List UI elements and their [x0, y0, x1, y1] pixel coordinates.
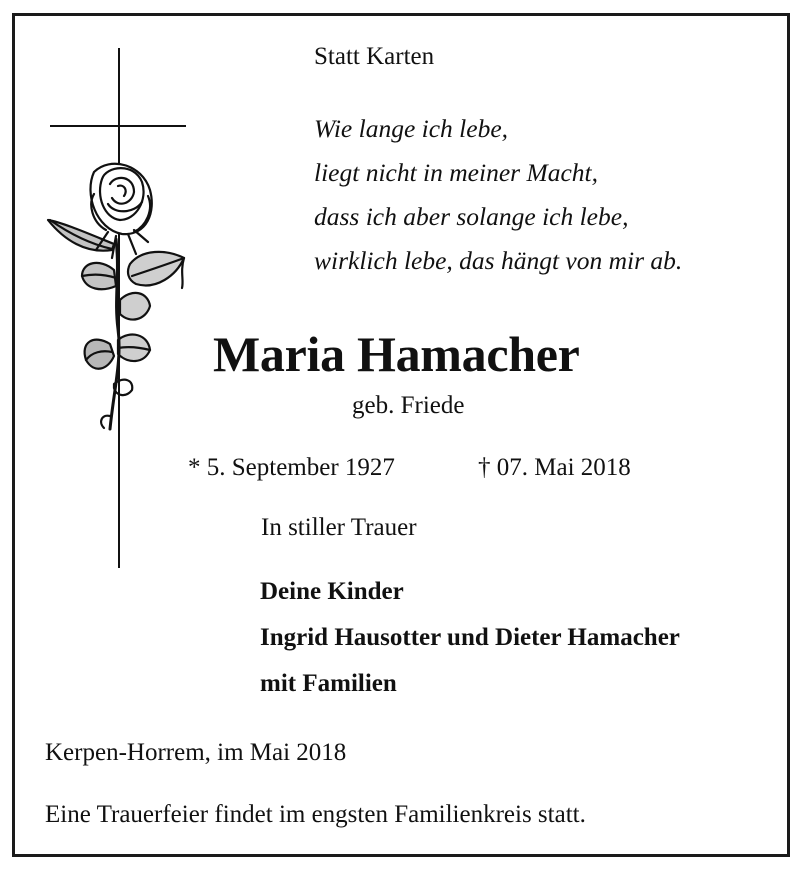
poem — [314, 116, 682, 292]
poem-line: wirklich lebe, das hängt von mir ab. — [314, 246, 683, 275]
deceased-name: Maria Hamacher — [213, 326, 580, 382]
birth-date: * 5. September 1927 — [188, 454, 395, 481]
rose-icon — [48, 164, 184, 429]
family-line: mit Familien — [260, 670, 397, 697]
poem-line: dass ich aber solange ich lebe, — [314, 202, 629, 231]
family-line: Deine Kinder — [260, 578, 404, 605]
place-date: Kerpen-Horrem, im Mai 2018 — [45, 739, 347, 766]
statt-karten-header: Statt Karten — [314, 43, 435, 70]
family-signature — [260, 579, 680, 717]
funeral-note: Eine Trauerfeier findet im engsten Familienkreis statt. — [45, 801, 586, 828]
death-date: † 07. Mai 2018 — [478, 454, 631, 481]
cross-rose-illustration — [44, 44, 194, 574]
poem-line: liegt nicht in meiner Macht, — [314, 158, 598, 187]
mourning-line: In stiller Trauer — [261, 514, 417, 541]
poem-line: Wie lange ich lebe, — [314, 114, 509, 143]
maiden-name: geb. Friede — [352, 392, 465, 419]
family-line: Ingrid Hausotter und Dieter Hamacher — [260, 624, 680, 651]
